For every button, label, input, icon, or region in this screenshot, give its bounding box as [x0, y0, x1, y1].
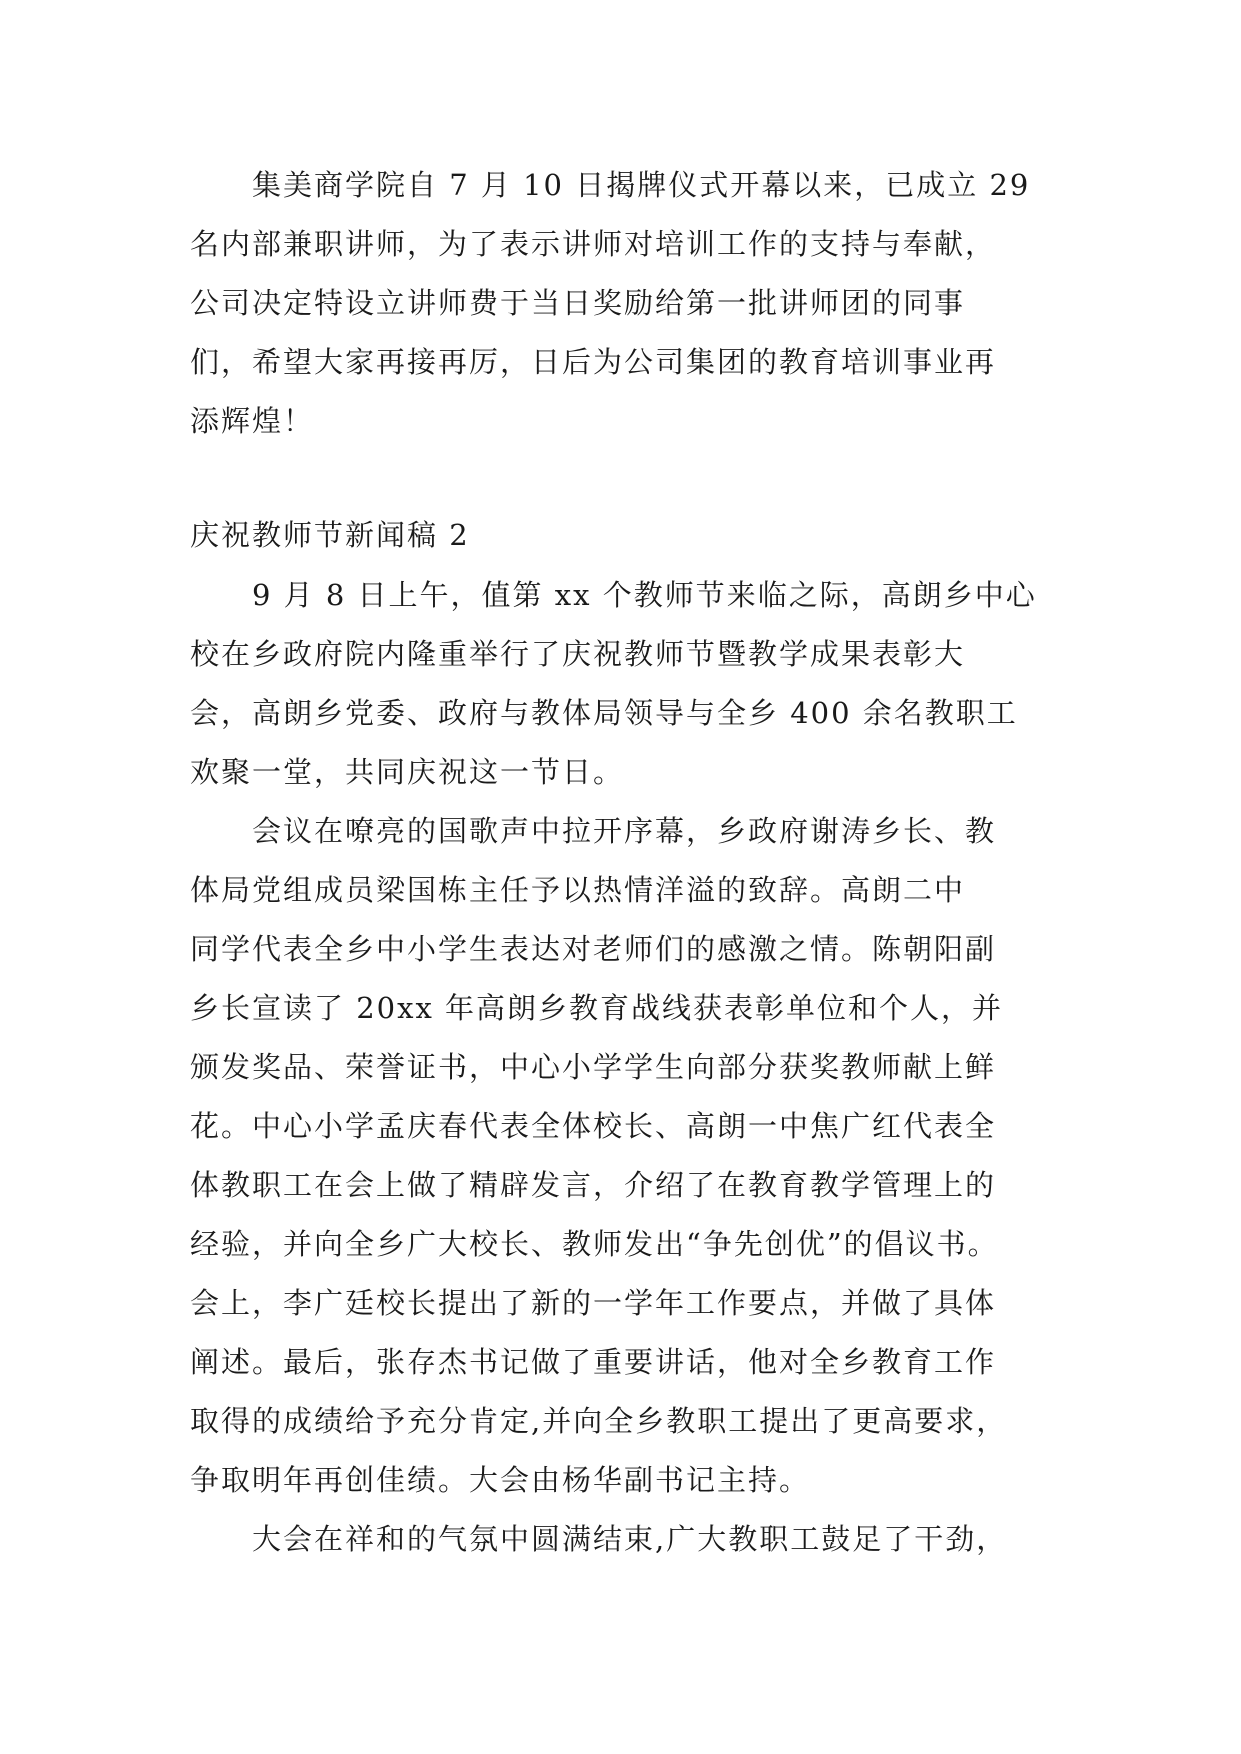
- text-line: 争取明年再创佳绩。大会由杨华副书记主持。: [190, 1463, 811, 1497]
- text-line: 同学代表全乡中小学生表达对老师们的感激之情。陈朝阳副: [190, 932, 997, 966]
- text-line: 欢聚一堂，共同庆祝这一节日。: [190, 755, 625, 789]
- text-line: 体教职工在会上做了精辟发言，介绍了在教育教学管理上的: [190, 1168, 997, 1202]
- text-line: 会上，李广廷校长提出了新的一学年工作要点，并做了具体: [190, 1286, 997, 1320]
- article2-title: [190, 506, 1050, 565]
- text-line: 会议在嘹亮的国歌声中拉开序幕，乡政府谢涛乡长、教: [252, 814, 997, 848]
- text-line: 体局党组成员梁国栋主任予以热情洋溢的致辞。高朗二中: [190, 873, 966, 907]
- article1-paragraph: [190, 156, 1050, 451]
- text-line: 颁发奖品、荣誉证书，中心小学学生向部分获奖教师献上鲜: [190, 1050, 997, 1084]
- text-line: 校在乡政府院内隆重举行了庆祝教师节暨教学成果表彰大: [190, 637, 966, 671]
- text-line: 乡长宣读了 20xx 年高朗乡教育战线获表彰单位和个人，并: [190, 991, 1004, 1025]
- text-line: 添辉煌！: [190, 404, 315, 438]
- text-line: 会，高朗乡党委、政府与教体局领导与全乡 400 余名教职工: [190, 696, 1018, 730]
- text-line: 取得的成绩给予充分肯定,并向全乡教职工提出了更高要求，: [190, 1404, 1008, 1438]
- text-line: 9 月 8 日上午，值第 xx 个教师节来临之际，高朗乡中心: [252, 578, 1037, 612]
- text-line: 经验，并向全乡广大校长、教师发出“争先创优”的倡议书。: [190, 1227, 999, 1261]
- text-line: 公司决定特设立讲师费于当日奖励给第一批讲师团的同事: [190, 286, 966, 320]
- article2-body: [190, 566, 1050, 1569]
- text-line: 集美商学院自 7 月 10 日揭牌仪式开幕以来，已成立 29: [252, 168, 1031, 202]
- text-line: 大会在祥和的气氛中圆满结束,广大教职工鼓足了干劲，: [252, 1522, 1008, 1556]
- text-line: 阐述。最后，张存杰书记做了重要讲话，他对全乡教育工作: [190, 1345, 997, 1379]
- text-line: 们，希望大家再接再厉，日后为公司集团的教育培训事业再: [190, 345, 997, 379]
- text-line: 花。中心小学孟庆春代表全体校长、高朗一中焦广红代表全: [190, 1109, 997, 1143]
- text-line: 名内部兼职讲师，为了表示讲师对培训工作的支持与奉献，: [190, 227, 997, 261]
- heading-line: 庆祝教师节新闻稿 2: [190, 518, 470, 552]
